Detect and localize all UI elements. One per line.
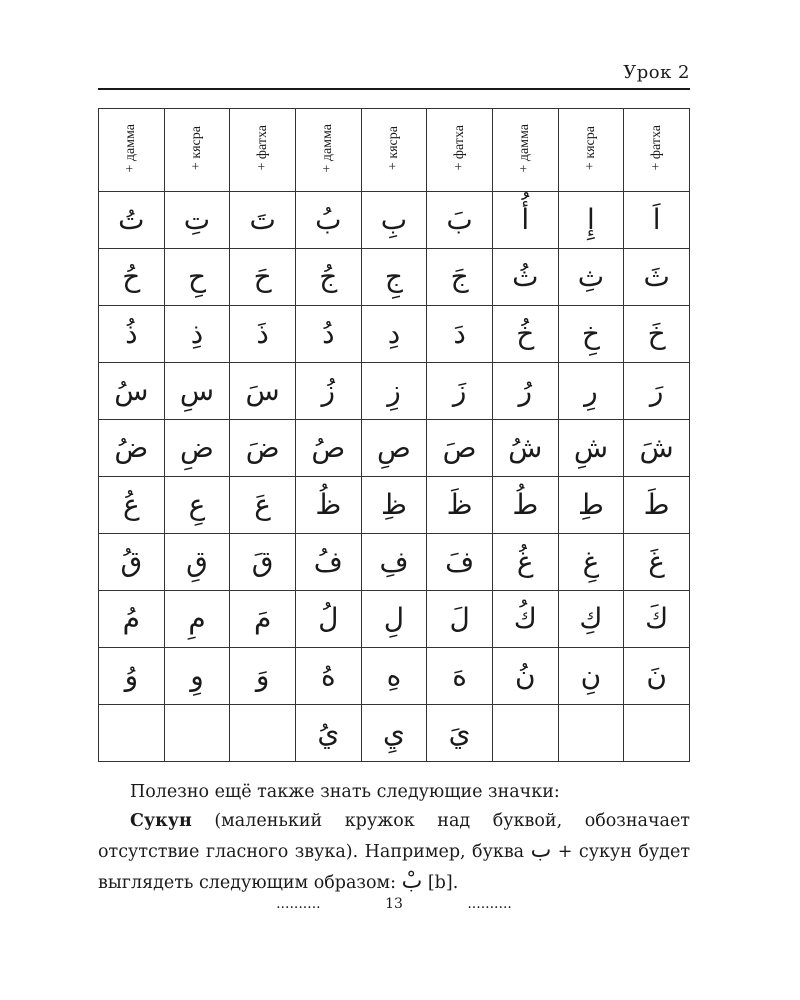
arabic-letter: هِ [386, 659, 402, 692]
arabic-letter: يِ [382, 716, 405, 749]
header-cell [99, 109, 165, 192]
arabic-letter: كِ [579, 602, 603, 635]
sukun-desc-1: (маленький кружок над буквой, обозначает отсутствие гласного звука). Например, буква [98, 811, 690, 862]
arabic-letter: بُ [315, 203, 342, 236]
arabic-letter: قِ [186, 545, 208, 578]
arabic-letter: كُ [513, 602, 537, 635]
letter-cell [624, 420, 690, 477]
letter-cell [295, 420, 361, 477]
arabic-letter: شَ [639, 431, 674, 464]
arabic-letter: لِ [383, 602, 405, 635]
letter-cell [230, 477, 296, 534]
arabic-letter: طِ [577, 488, 604, 521]
arabic-letter: تُ [118, 203, 145, 236]
letter-cell [164, 648, 230, 705]
table-row [99, 249, 690, 306]
letter-cell [99, 534, 165, 591]
arabic-letter: أُ [521, 203, 530, 236]
header-cell [492, 109, 558, 192]
arabic-letter: زُ [321, 374, 336, 407]
arabic-letter: سَ [245, 374, 280, 407]
letter-cell [427, 363, 493, 420]
letter-cell [295, 249, 361, 306]
arabic-letter: سِ [179, 374, 215, 407]
letter-cell [361, 420, 427, 477]
vowel-label: + кясра [582, 125, 598, 171]
arabic-letter: خَ [647, 317, 666, 350]
letter-cell [295, 648, 361, 705]
arabic-letter: جِ [384, 260, 403, 293]
arabic-letter: لَ [449, 602, 470, 635]
letter-cell [492, 306, 558, 363]
arabic-letter: عِ [188, 488, 206, 521]
table-row [99, 591, 690, 648]
letter-cell [230, 249, 296, 306]
table-row [99, 534, 690, 591]
letter-cell [427, 192, 493, 249]
header-cell [558, 109, 624, 192]
arabic-letter: ضَ [245, 431, 280, 464]
arabic-letter: غُ [516, 545, 534, 578]
vowel-label: + фатха [648, 125, 664, 171]
lesson-header: Урок 2 [623, 62, 690, 83]
letter-cell [164, 591, 230, 648]
vowel-label: + фатха [451, 125, 467, 171]
letter-cell [361, 249, 427, 306]
letter-cell [624, 534, 690, 591]
arabic-letter: مَ [253, 602, 272, 635]
arabic-letter: مُ [122, 602, 140, 635]
page-number: 13 [385, 896, 403, 912]
letter-cell [164, 306, 230, 363]
arabic-letter: نِ [580, 659, 602, 692]
letter-cell [99, 192, 165, 249]
arabic-letter: حَ [253, 260, 272, 293]
letter-cell [558, 477, 624, 534]
arabic-letter: زَ [452, 374, 467, 407]
arabic-letter: فُ [313, 545, 343, 578]
arabic-letter: نَ [646, 659, 667, 692]
letter-cell [492, 705, 558, 762]
footer-left-dots: .......... [276, 896, 321, 912]
letter-cell [164, 363, 230, 420]
letter-cell [295, 534, 361, 591]
letter-cell [230, 306, 296, 363]
letter-cell [361, 306, 427, 363]
sukun-paragraph [98, 807, 690, 898]
arabic-letter: تِ [183, 203, 211, 236]
arabic-letter: صَ [442, 431, 477, 464]
arabic-letter: اَ [652, 203, 661, 236]
header-cell [624, 109, 690, 192]
letter-cell [624, 363, 690, 420]
arabic-letter: نُ [514, 659, 536, 692]
arabic-letter: بَ [446, 203, 473, 236]
arabic-letter: وُ [124, 659, 139, 692]
arabic-letter: طَ [643, 488, 670, 521]
arabic-letter: حِ [187, 260, 207, 293]
vowel-label: + дамма [517, 123, 533, 173]
arabic-letter: ثِ [577, 260, 605, 293]
vowel-label: + фатха [254, 125, 270, 171]
arabic-letter: قَ [251, 545, 274, 578]
arabic-letter: جَ [450, 260, 469, 293]
letter-cell [427, 534, 493, 591]
letter-cell [295, 477, 361, 534]
table-header-row [99, 109, 690, 192]
header-divider [98, 88, 690, 90]
letter-cell [492, 249, 558, 306]
arabic-letter: كَ [645, 602, 669, 635]
arabic-letter: عُ [122, 488, 140, 521]
header-cell [230, 109, 296, 192]
arabic-letter: سُ [114, 374, 149, 407]
letter-cell [361, 648, 427, 705]
letter-cell [492, 648, 558, 705]
table-row [99, 648, 690, 705]
explanation-text [98, 778, 690, 898]
arabic-letter: وِ [190, 659, 204, 692]
letter-cell [624, 648, 690, 705]
arabic-letter: ثَ [643, 260, 670, 293]
letter-cell [99, 420, 165, 477]
letter-cell [492, 363, 558, 420]
letter-cell [164, 705, 230, 762]
letter-cell [295, 306, 361, 363]
arabic-letter: شُ [508, 431, 543, 464]
arabic-letter: ظِ [381, 488, 407, 521]
letter-cell [230, 192, 296, 249]
arabic-letters-table [98, 108, 690, 762]
arabic-letter: زِ [387, 374, 401, 407]
arabic-letter: ضُ [114, 431, 149, 464]
header-cell [164, 109, 230, 192]
letter-cell [427, 591, 493, 648]
letter-cell [230, 591, 296, 648]
example-sukun: بْ [401, 869, 423, 894]
letter-cell [427, 705, 493, 762]
vowel-label: + дамма [320, 123, 336, 173]
letter-cell [558, 192, 624, 249]
arabic-letter: لُ [318, 602, 339, 635]
arabic-letter: ذِ [190, 317, 204, 350]
letter-cell [427, 420, 493, 477]
letter-cell [624, 192, 690, 249]
sukun-desc-2: + сукун будет выглядеть следующим образом: [98, 842, 690, 893]
letter-cell [99, 648, 165, 705]
letter-cell [361, 477, 427, 534]
arabic-letter: ظُ [315, 488, 342, 521]
arabic-letter: يَ [448, 716, 471, 749]
letter-cell [492, 192, 558, 249]
arabic-letter: رِ [584, 374, 598, 407]
table-row [99, 477, 690, 534]
arabic-letter: هُ [320, 659, 336, 692]
arabic-letter: فِ [379, 545, 409, 578]
arabic-letter: خُ [516, 317, 535, 350]
letter-cell [361, 192, 427, 249]
arabic-letter: ضِ [180, 431, 214, 464]
arabic-letter: وَ [255, 659, 270, 692]
arabic-letter: شِ [573, 431, 609, 464]
arabic-letter: عَ [254, 488, 271, 521]
letter-cell [99, 591, 165, 648]
letter-cell [230, 363, 296, 420]
vowel-label: + кясра [188, 125, 204, 171]
intro-line: Полезно ещё также знать следующие значки: [130, 782, 560, 802]
table-row [99, 420, 690, 477]
letter-cell [427, 249, 493, 306]
arabic-letter: ذُ [125, 317, 138, 350]
footer-right-dots: .......... [467, 896, 512, 912]
letter-cell [427, 306, 493, 363]
arabic-letter: صُ [311, 431, 346, 464]
header-cell [361, 109, 427, 192]
arabic-letter: قُ [120, 545, 143, 578]
arabic-letter: جُ [319, 260, 338, 293]
letter-cell [558, 705, 624, 762]
arabic-letter: مِ [188, 602, 206, 635]
letter-cell [164, 534, 230, 591]
arabic-letter: ذَ [256, 317, 269, 350]
letter-cell [164, 477, 230, 534]
vowel-label: + кясра [385, 125, 401, 171]
letter-cell [624, 705, 690, 762]
arabic-letter: هَ [452, 659, 467, 692]
letter-cell [99, 705, 165, 762]
table-row [99, 306, 690, 363]
letter-cell [427, 648, 493, 705]
arabic-letter: ثُ [512, 260, 539, 293]
letter-cell [361, 363, 427, 420]
letter-cell [624, 249, 690, 306]
header-cell [295, 109, 361, 192]
letter-cell [164, 192, 230, 249]
sukun-term: Сукун [130, 811, 192, 831]
letter-cell [492, 534, 558, 591]
letter-cell [230, 534, 296, 591]
example-letter: ب [530, 838, 552, 863]
letter-cell [361, 705, 427, 762]
letter-cell [230, 420, 296, 477]
letter-cell [99, 306, 165, 363]
letter-cell [295, 363, 361, 420]
letter-cell [99, 249, 165, 306]
letter-cell [164, 420, 230, 477]
letter-cell [230, 648, 296, 705]
arabic-letter: طُ [512, 488, 539, 521]
letter-cell [295, 192, 361, 249]
letter-cell [558, 249, 624, 306]
arabic-letter: حُ [122, 260, 141, 293]
table-row [99, 705, 690, 762]
letter-cell [230, 705, 296, 762]
arabic-letter: غَ [648, 545, 665, 578]
letter-cell [558, 534, 624, 591]
arabic-letter: فَ [445, 545, 475, 578]
table-row [99, 192, 690, 249]
letter-cell [624, 306, 690, 363]
arabic-letter: دِ [387, 317, 401, 350]
letter-cell [99, 363, 165, 420]
arabic-letter: يُ [317, 716, 340, 749]
page-footer [98, 896, 690, 912]
arabic-letter: ظَ [446, 488, 473, 521]
letter-cell [295, 705, 361, 762]
letter-cell [295, 591, 361, 648]
vowel-label: + дамма [123, 123, 139, 173]
arabic-letter: دُ [322, 317, 335, 350]
arabic-letter: رَ [649, 374, 664, 407]
letter-cell [361, 534, 427, 591]
arabic-letter: تَ [249, 203, 276, 236]
letter-cell [558, 306, 624, 363]
letter-cell [427, 477, 493, 534]
letter-cell [624, 477, 690, 534]
letter-cell [492, 477, 558, 534]
arabic-letter: بِ [380, 203, 408, 236]
arabic-letter: رُ [518, 374, 533, 407]
letter-cell [558, 363, 624, 420]
letter-cell [99, 477, 165, 534]
letter-cell [164, 249, 230, 306]
letter-cell [361, 591, 427, 648]
letter-cell [558, 648, 624, 705]
arabic-letter: إِ [587, 203, 595, 236]
table-row [99, 363, 690, 420]
letter-cell [492, 420, 558, 477]
letter-cell [624, 591, 690, 648]
sukun-desc-3: [b]. [422, 873, 459, 893]
letter-cell [492, 591, 558, 648]
letter-cell [558, 420, 624, 477]
arabic-letter: خِ [581, 317, 600, 350]
letter-cell [558, 591, 624, 648]
header-cell [427, 109, 493, 192]
arabic-letter: غِ [582, 545, 600, 578]
arabic-letter: دَ [453, 317, 466, 350]
arabic-letter: صِ [377, 431, 411, 464]
